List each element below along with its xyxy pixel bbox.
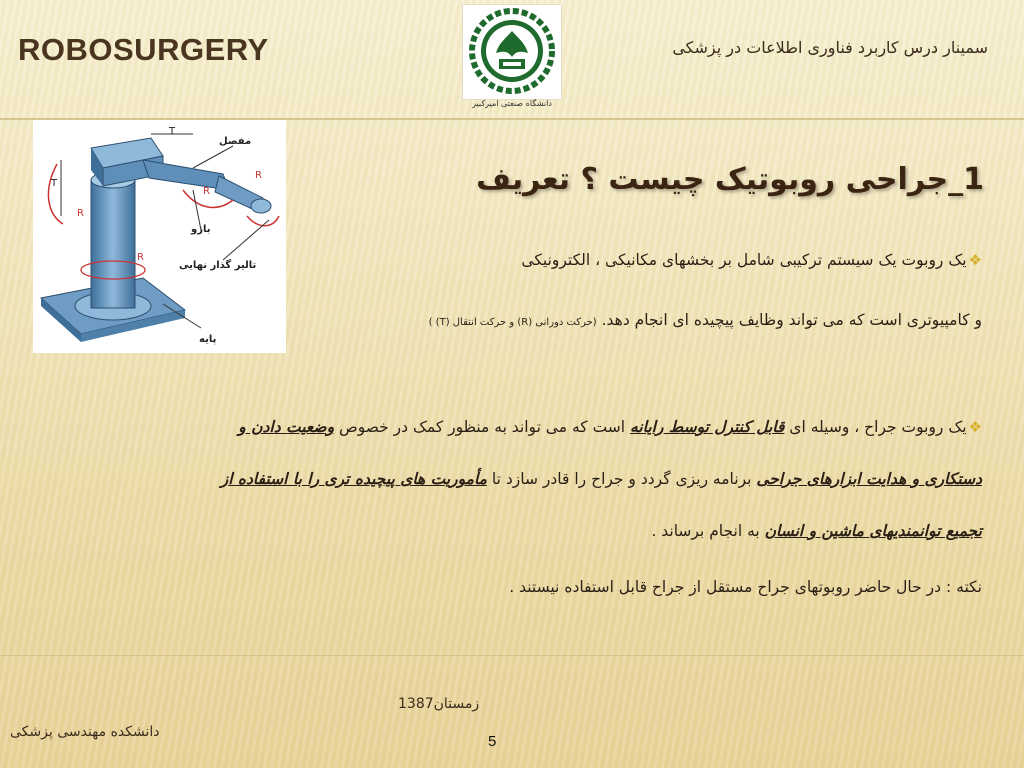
seminar-title: سمینار درس کاربرد فناوری اطلاعات در پزشکی <box>672 38 988 57</box>
footer-department: دانشکده مهندسی پزشکی <box>10 724 160 740</box>
p2-l2-b: برنامه ریزی گردد و جراح را قادر سازد تا <box>486 470 757 488</box>
page-number: 5 <box>488 733 497 750</box>
label-joint: مفصل <box>219 136 252 147</box>
footer-divider <box>0 655 1024 656</box>
section-heading: 1_جراحی روبوتیک چیست ؟ تعریف <box>476 162 984 197</box>
p2-l1-b: قابل کنترل توسط رایانه <box>630 418 785 436</box>
label-base: پایه <box>199 334 217 345</box>
label-r-mid: R <box>203 186 210 197</box>
p2-l1-d: وضعیت دادن و <box>238 418 335 436</box>
p1-line2-text: و کامپیوتری است که می تواند وظایف پیچیده ای انجام دهد. <box>601 311 982 329</box>
paragraph-2-line-2 <box>221 470 982 488</box>
logo-caption: دانشگاه صنعتی امیرکبیر <box>472 99 552 108</box>
label-arm: بازو <box>191 224 211 235</box>
p2-l1-c: است که می تواند به منظور کمک در خصوص <box>334 418 631 436</box>
label-end-effector: تالیر گذار نهایی <box>179 260 257 271</box>
p1-line2-note: (حرکت دورانی (R) و حرکت انتقال (T) ) <box>428 317 597 328</box>
paragraph-1-line-1 <box>521 251 982 269</box>
slide-title-left: ROBOSURGERY <box>18 32 269 67</box>
p2-l2-c: مأموریت های پیچیده تری را با استفاده از <box>220 470 487 488</box>
robot-arm-diagram <box>33 120 286 353</box>
label-r-left2: R <box>137 252 144 263</box>
bullet-icon: ❖ <box>968 251 982 269</box>
paragraph-1-line-2 <box>429 311 982 329</box>
note-line: نکته : در حال حاضر روبوتهای جراح مستقل از جراح قابل استفاده نیستند . <box>509 578 982 596</box>
p2-l3-b: به انجام برساند . <box>651 522 765 540</box>
label-t-left: T <box>51 178 58 189</box>
paragraph-2-line-1 <box>238 418 982 436</box>
p2-l3-a: تجمیع توانمندیهای ماشین و انسان <box>764 522 982 540</box>
p1-line1-text: یک روبوت یک سیستم ترکیبی شامل بر بخشهای مکانیکی ، الکترونیکی <box>521 251 967 269</box>
label-r-left1: R <box>77 208 84 219</box>
university-logo <box>462 4 562 100</box>
bullet-icon: ❖ <box>968 418 982 436</box>
paragraph-2-line-3 <box>651 522 982 540</box>
footer-date: زمستان1387 <box>398 696 480 712</box>
p2-l1-a: یک روبوت جراح ، وسیله ای <box>784 418 967 436</box>
label-t-top: T <box>169 126 176 137</box>
label-r-right: R <box>255 170 262 181</box>
p2-l2-a: دستکاری و هدایت ابزارهای جراحی <box>756 470 982 488</box>
